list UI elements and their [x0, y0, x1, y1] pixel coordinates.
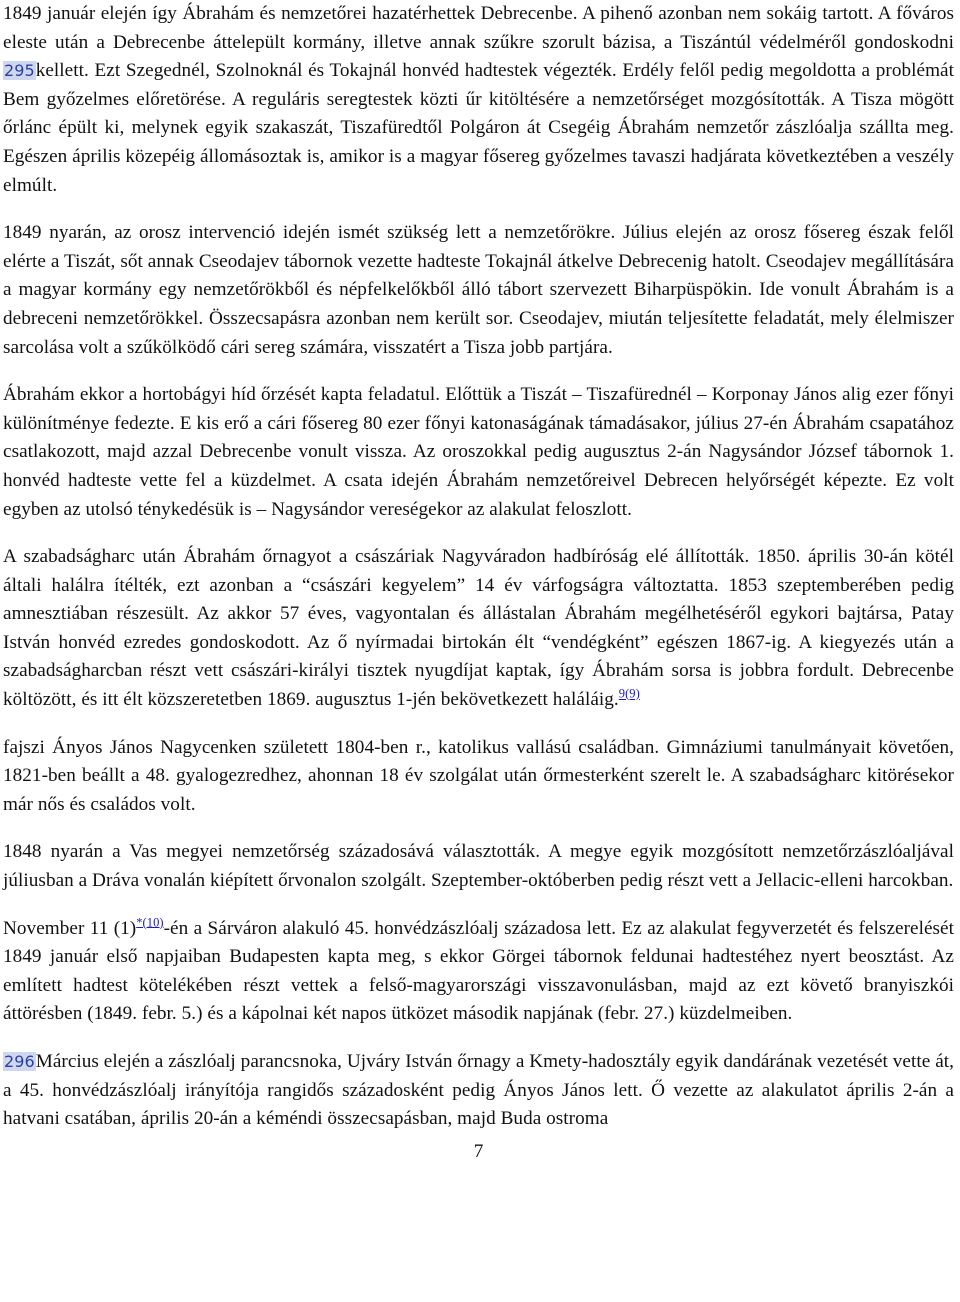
page-marker-296[interactable]: 296 — [4, 1052, 35, 1071]
paragraph-1-text-after: kellett. Ezt Szegednél, Szolnoknál és Tokajnál honvéd hadtestek végezték. Erdély felől pedig megoldotta a problémát Bem győzelmes előretörése. A reguláris seregtestek közti űr kitöltésére a nemzetőrséget mozgósították. A Tisza mögött őrlánc épült ki, melynek egyik szakaszát, Tiszafüredtől Polgáron át Csegéig Ábrahám nemzetőr zászlóalja szállta meg. Egészen április közepéig állomásoztak is, amikor is a magyar fősereg győzelmes tavaszi hadjárata következtében a veszély elmúlt. — [3, 60, 954, 196]
page-marker-295[interactable]: 295 — [4, 61, 35, 81]
paragraph-4-text: A szabadságharc után Ábrahám őrnagyot a császáriak Nagyváradon hadbíróság elé állították. 1850. április 30-án kötél általi halálra ítélték, ezt azonban a “császári kegyelem” 14 év várfogságra változtatta. 1853 szeptemberében pedig amnesztiában részesült. Az akkor 57 éves, vagyontalan és állástalan Ábrahám megélhetéséről egykori bajtársa, Patay István honvéd ezredes gondoskodott. Az ő nyírmadai birtokán élt “vendégként” egészen 1867-ig. A kiegyezés után a szabadságharcban részt vett császári-királyi tisztek nyugdíjat kaptak, így Ábrahám sorsa is jobbra fordult. Debrecenbe költözött, és itt élt közszeretetben 1869. augusztus 1-jén bekövetkezett haláláig. — [3, 546, 954, 711]
page-number: 7 — [473, 1140, 484, 1162]
paragraph-7-text-after: -én a Sárváron alakuló 45. honvédzászlóalj századosa lett. Ez az alakulat fegyverzetét és felszerelését 1849 január első napjaiban Budapesten kapta meg, s ekkor Görgei tábornok feldunai hadtestéhez nyert beosztást. Az említett hadtest kötelékében részt vettek a felső-magyarországi visszavonulásban, majd az ezt követő branyiszkói áttörésben (1849. febr. 5.) és a kápolnai két napos ütközet második napjának (febr. 27.) küzdelmeiben. — [3, 917, 954, 1025]
paragraph-2: 1849 nyarán, az orosz intervenció idején ismét szükség lett a nemzetőrökre. Július elején az orosz fősereg észak felől elérte a Tiszát, sőt annak Cseodajev tábornok vezette hadteste Tokajnál átkelve Debrecenig hatolt. Cseodajev megállítására a magyar kormány egy nemzetőrökből és népfelkelőkből álló tábort szervezett Biharpüspökin. Ide vonult Ábrahám is a debreceni nemzetőrökkel. Összecsapásra azonban nem került sor. Cseodajev, miután teljesítette feladatát, mely élelmiszer sarcolása volt a szűkölködő cári sereg számára, visszatért a Tisza jobb partjára. — [3, 222, 954, 358]
paragraph-8-text: Március elején a zászlóalj parancsnoka, Ujváry István őrnagy a Kmety-hadosztály egyik dandárának vezetését vette át, a 45. honvédzászlóalj irányítója rangidős századosként pedig Ányos János lett. Ő vezette az alakulatot április 2-án a hatvani csatában, április 20-án a kéméndi összecsapásban, majd Buda ostroma — [3, 1051, 954, 1130]
paragraph-1 — [3, 0, 954, 200]
footnote-link-10[interactable]: *(10) — [136, 915, 164, 930]
paragraph-4 — [3, 543, 954, 715]
paragraph-3: Ábrahám ekkor a hortobágyi híd őrzését kapta feladatul. Előttük a Tiszát – Tiszafürednél – Korponay János alig ezer főnyi különítménye fedezte. E kis erő a cári fősereg 80 ezer főnyi katonaságának támadásakor, július 27-én Ábrahám csapatához csatlakozott, majd azzal Debrecenbe vonult vissza. Az oroszokkal pedig augusztus 2-án Nagysándor József tábornok 1. honvéd hadteste vette fel a küzdelmet. A csata idején Ábrahám nemzetőreivel Debrecen helyőrségét képezte. Ez volt egyben az utolsó ténykedésük is – Nagysándor vereségekor az alakulat feloszlott. — [3, 384, 954, 520]
footnote-link-9[interactable]: 9(9) — [618, 686, 640, 701]
paragraph-1-text-before: 1849 január elején így Ábrahám és nemzetőrei hazatérhettek Debrecenbe. A pihenő azonban nem sokáig tartott. A főváros eleste után a Debrecenbe áttelepült kormány, illetve annak szűkre szorult bázisa, a Tiszántúl védelméről gondoskodni — [3, 3, 954, 53]
paragraph-5: fajszi Ányos János Nagycenken született 1804-ben r., katolikus vallású családban. Gimnáziumi tanulmányait követően, 1821-ben beállt a 48. gyalogezredhez, ahonnan 18 év szolgálat után őrmesterként szerelt le. A szabadságharc kitörésekor már nős és családos volt. — [3, 736, 954, 815]
paragraph-7-text-before: November 11 (1) — [3, 917, 137, 939]
paragraph-8 — [3, 1048, 954, 1134]
paragraph-7 — [3, 915, 954, 1029]
paragraph-6: 1848 nyarán a Vas megyei nemzetőrség századosává választották. A megye egyik mozgósított nemzetőrzászlóaljával júliusban a Dráva vonalán kiépített őrvonalon szolgált. Szeptember-októberben pedig részt vett a Jellacic-elleni harcokban. — [3, 841, 954, 892]
